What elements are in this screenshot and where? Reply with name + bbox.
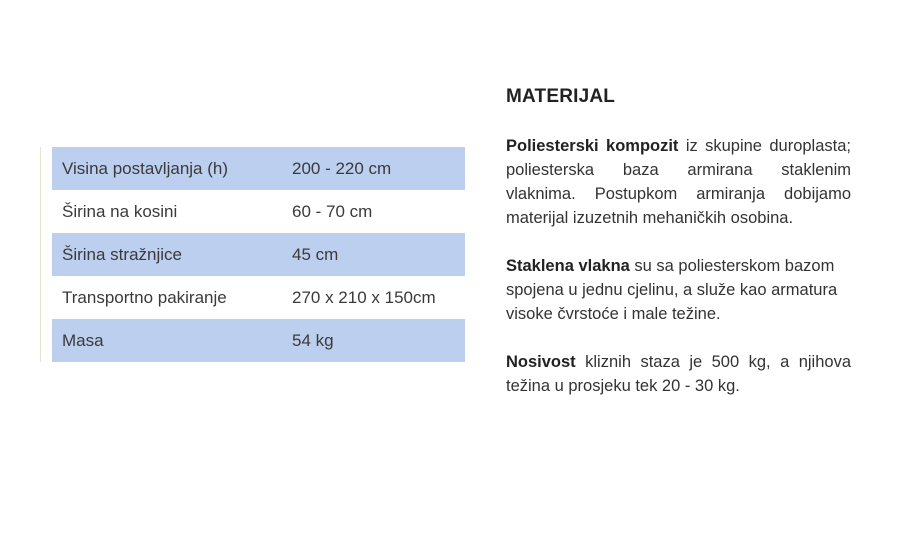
spec-value: 45 cm <box>292 244 339 264</box>
paragraph-text: iz skupine duroplasta; poliesterska baza armirana staklenim vlaknima. Postupkom armiranja dobijamo materijal izuzetnih mehaničkih osobina. <box>506 137 851 227</box>
spec-row-slope-width <box>52 190 465 233</box>
spec-value: 200 - 220 cm <box>292 158 392 178</box>
material-section <box>506 86 851 422</box>
material-paragraph-fibers <box>506 254 851 326</box>
material-title: MATERIJAL <box>506 86 616 107</box>
spec-label: Visina postavljanja (h) <box>62 158 228 178</box>
spec-table <box>40 147 465 362</box>
material-paragraph-composite <box>506 134 851 230</box>
spec-value: 54 kg <box>292 330 334 350</box>
paragraph-text: kliznih staza je 500 kg, a njihova težina u prosjeku tek 20 - 30 kg. <box>506 353 851 395</box>
spec-row-height <box>52 147 465 190</box>
spec-label: Masa <box>62 330 104 350</box>
paragraph-bold-term: Staklena vlakna <box>506 257 630 275</box>
spec-label: Širina stražnjice <box>62 244 182 264</box>
spec-value: 60 - 70 cm <box>292 201 373 221</box>
spec-row-seat-width <box>52 233 465 276</box>
spec-value: 270 x 210 x 150cm <box>292 287 436 307</box>
spec-label: Širina na kosini <box>62 201 178 221</box>
spec-row-transport-packaging <box>52 276 465 319</box>
spec-row-mass <box>52 319 465 362</box>
paragraph-bold-term: Nosivost <box>506 353 576 371</box>
material-paragraph-capacity <box>506 350 851 398</box>
paragraph-text: su sa poliesterskom bazom spojena u jednu cjelinu, a služe kao armatura visoke čvrstoće i male težine. <box>506 257 838 323</box>
spec-label: Transportno pakiranje <box>62 287 227 307</box>
paragraph-bold-term: Poliesterski kompozit <box>506 137 679 155</box>
